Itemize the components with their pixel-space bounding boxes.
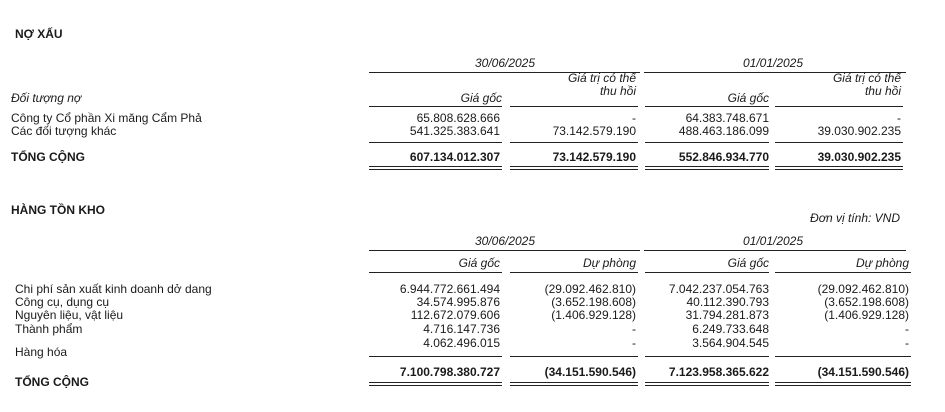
table-row-label: Công cụ, dụng cụ	[15, 295, 110, 309]
inventory-col-rule-2	[510, 272, 638, 273]
bad-debts-total-rule-2	[510, 166, 638, 170]
inventory-period1: 30/06/2025	[474, 234, 536, 248]
table-cell: 40.112.390.793	[686, 295, 769, 309]
bad-debts-total-label: TỔNG CỘNG	[11, 150, 85, 164]
table-cell: (1.406.929.128)	[824, 308, 909, 322]
table-cell: -	[632, 336, 636, 350]
table-row-label: Nguyên liệu, vật liệu	[15, 308, 124, 322]
bad-debts-col-rec2-line1: Giá trị có thể	[832, 71, 901, 85]
inventory-period1-rule	[369, 250, 640, 251]
bad-debts-col-cost1: Giá gốc	[460, 91, 502, 105]
bad-debts-subtotal-rule-3	[645, 142, 769, 143]
table-cell: 6.249.733.648	[692, 322, 769, 336]
inventory-col-provision2: Dự phòng	[856, 256, 909, 270]
bad-debts-col-rec1-line1: Giá trị có thể	[567, 71, 636, 85]
table-cell: -	[632, 322, 636, 336]
inventory-subtotal-rule-4	[775, 356, 911, 357]
bad-debts-col-rule-4	[775, 106, 903, 107]
table-cell: (34.151.590.546)	[817, 365, 909, 379]
table-cell: 7.042.237.054.763	[668, 282, 769, 296]
bad-debts-subtotal-rule-1	[369, 142, 502, 143]
table-cell: (3.652.198.608)	[824, 295, 909, 309]
inventory-col-cost1: Giá gốc	[458, 256, 500, 270]
inventory-total-rule-3	[645, 382, 769, 386]
bad-debts-period1: 30/06/2025	[474, 56, 536, 70]
table-cell: 7.123.958.365.622	[668, 365, 769, 379]
table-cell: 552.846.934.770	[678, 150, 769, 164]
bad-debts-total-rule-4	[775, 166, 903, 170]
table-cell: 541.325.383.641	[409, 124, 500, 138]
bad-debts-total-rule-3	[645, 166, 769, 170]
table-cell: (29.092.462.810)	[817, 282, 909, 296]
table-cell: 4.716.147.736	[423, 322, 500, 336]
inventory-heading: HÀNG TỒN KHO	[11, 203, 105, 217]
table-row-label: Các đối tượng khác	[11, 124, 117, 138]
table-cell: 112.672.079.606	[410, 308, 500, 322]
table-cell: 34.574.995.876	[416, 295, 500, 309]
table-cell: 73.142.579.190	[552, 124, 636, 138]
table-cell: 607.134.012.307	[409, 150, 500, 164]
table-cell: 39.030.902.235	[817, 124, 901, 138]
inventory-col-rule-1	[369, 272, 502, 273]
inventory-col-provision1: Dự phòng	[583, 256, 636, 270]
inventory-period2: 01/01/2025	[742, 234, 804, 248]
table-cell: 64.383.748.671	[685, 111, 769, 125]
bad-debts-total-rule-1	[369, 166, 502, 170]
inventory-total-rule-1	[369, 382, 502, 386]
table-cell: 31.794.281.873	[685, 308, 769, 322]
inventory-subtotal-rule-2	[510, 356, 638, 357]
bad-debts-col-rule-2	[510, 106, 638, 107]
table-cell: 6.944.772.661.494	[399, 282, 500, 296]
table-row-label: Hàng hóa	[15, 345, 68, 359]
table-cell: -	[897, 111, 901, 125]
table-cell: (34.151.590.546)	[544, 365, 636, 379]
inventory-period2-rule	[644, 250, 906, 251]
bad-debts-col-rule-3	[645, 106, 769, 107]
unit-label: Đơn vị tính: VND	[810, 211, 900, 225]
table-row-label: Công ty Cổ phần Xi măng Cẩm Phả	[11, 111, 202, 125]
table-row-label: Chi phí sản xuất kinh doanh dở dang	[15, 282, 212, 296]
table-cell: 39.030.902.235	[817, 150, 901, 164]
table-cell: -	[632, 111, 636, 125]
table-row-label: Thành phẩm	[15, 322, 83, 336]
bad-debts-col-debtor: Đối tượng nợ	[11, 91, 82, 105]
table-cell: 488.463.186.099	[678, 124, 769, 138]
table-cell: 4.062.496.015	[423, 336, 500, 350]
bad-debts-period2: 01/01/2025	[742, 56, 804, 70]
table-cell: 73.142.579.190	[552, 150, 636, 164]
bad-debts-col-cost2: Giá gốc	[727, 91, 769, 105]
table-cell: -	[905, 322, 909, 336]
table-cell: (3.652.198.608)	[551, 295, 636, 309]
inventory-col-rule-4	[775, 272, 911, 273]
inventory-subtotal-rule-3	[645, 356, 769, 357]
table-cell: (1.406.929.128)	[551, 308, 636, 322]
inventory-subtotal-rule-1	[369, 356, 502, 357]
inventory-total-rule-4	[775, 382, 911, 386]
inventory-total-label: TỔNG CỘNG	[15, 375, 89, 389]
bad-debts-col-rule-1	[369, 106, 502, 107]
table-cell: 65.808.628.666	[416, 111, 500, 125]
bad-debts-subtotal-rule-2	[510, 142, 638, 143]
bad-debts-col-rec1-line2: thu hồi	[599, 84, 636, 98]
table-cell: 3.564.904.545	[692, 336, 769, 350]
inventory-total-rule-2	[510, 382, 638, 386]
table-cell: 7.100.798.380.727	[399, 365, 500, 379]
bad-debts-heading: NỢ XẤU	[15, 27, 63, 41]
bad-debts-col-rec2-line2: thu hồi	[864, 84, 901, 98]
inventory-col-cost2: Giá gốc	[727, 256, 769, 270]
inventory-col-rule-3	[645, 272, 769, 273]
table-cell: -	[905, 336, 909, 350]
table-cell: (29.092.462.810)	[544, 282, 636, 296]
bad-debts-subtotal-rule-4	[775, 142, 903, 143]
